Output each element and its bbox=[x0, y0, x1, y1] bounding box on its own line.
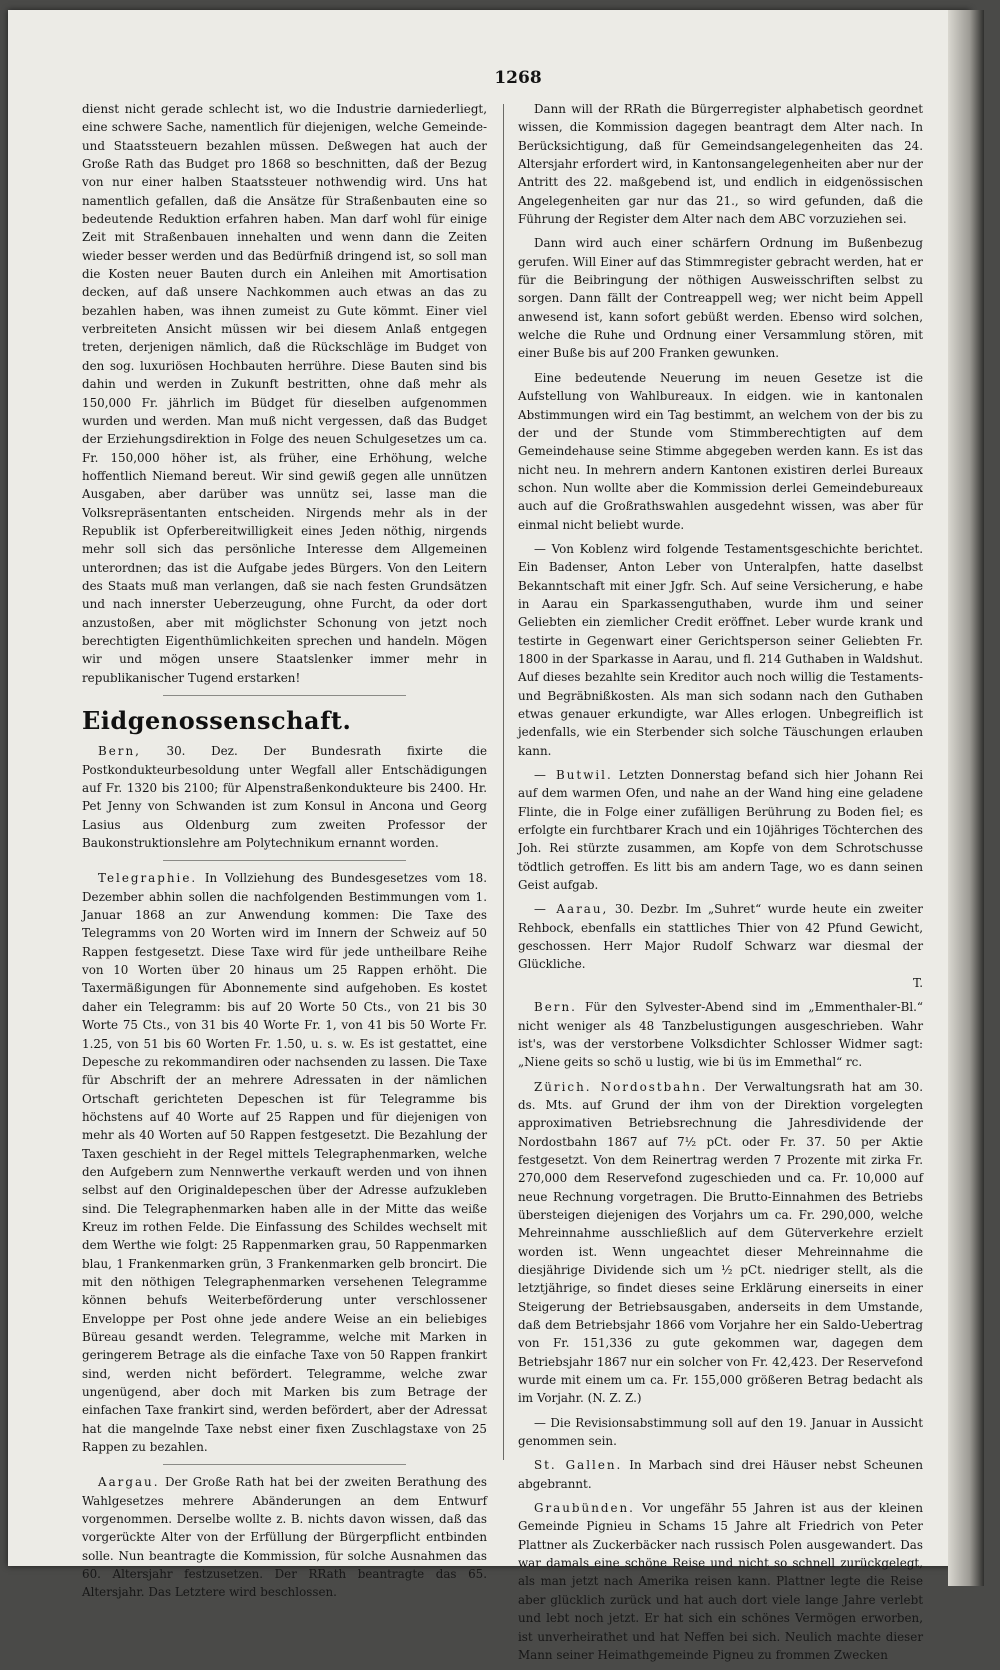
right-column bbox=[518, 100, 923, 1670]
article-bern-sylvester-text: Für den Sylvester-Abend sind im „Emmenthaler-Bl.“ nicht weniger als 48 Tanzbelustigungen ausgeschrieben. Wahr ist's, was der verstorbene Volksdichter Schlosser Widmer sagt: „Niene geits so schö u lustig, wie bi üs im Emmethal“ rc. bbox=[518, 1000, 923, 1070]
article-stgallen bbox=[518, 1456, 923, 1493]
dateline-aargau: Aargau. bbox=[98, 1475, 160, 1490]
author-initial: T. bbox=[913, 975, 923, 990]
article-telegraphie-text: In Vollziehung des Bundesgesetzes vom 18. Dezember abhin sollen die nachfolgenden Bestimmungen vom 1. Januar 1868 an zur Anwendung kommen: Die Taxe des Telegramms von 20 Worten wird im Innern der Schweiz auf 50 Rappen festgesetzt. Diese Taxe wird für jede untheilbare Reihe von 10 Worten über 20 hinaus um 25 Rappen erhöht. Die Taxermäßigungen für Abonnemente sind aufgehoben. Es kostet daher ein Telegramm: bis auf 20 Worte 50 Cts., von 21 bis 30 Worte 75 Cts., von 31 bis 40 Worte Fr. 1, von 41 bis 50 Worte Fr. 1.25, von 51 bis 60 Worten Fr. 1.50, u. s. w. Es ist gestattet, eine Depesche zu rekommandiren oder nachsenden zu lassen. Die Taxe für Abschrift der an mehrere Adressaten in der nämlichen Ortschaft gerichteten Depeschen ist für Telegramme bis höchstens auf 40 Worte auf 25 Rappen und für diejenigen von mehr als 40 Worten auf 50 Rappen festgesetzt. Die Bezahlung der Taxen geschieht in der Regel mittels Telegraphenmarken, welche den Aufgebern zum Nennwerthe verkauft werden und von ihnen selbst auf den Originaldepeschen über der Adresse aufzukleben sind. Die Telegraphenmarken haben alle in der Mitte das weiße Kreuz im rothen Felde. Die Einfassung des Schildes wechselt mit dem Werthe wie folgt: 25 Rappenmarken grau, 50 Rappenmarken blau, 1 Frankenmarken grün, 3 Frankenmarken gelb broncirt. Die mit den nöthigen Telegraphenmarken versehenen Telegramme können behufs Weiterbeförderung unter verschlossener Enveloppe per Post ohne jede andere Weise an ein beliebiges Büreau gesandt werden. Telegramme, welche mit Marken in geringerem Betrage als die einfache Taxe von 50 Rappen frankirt sind, werden nicht befördert. Telegramme, welche zwar ungenügend, aber doch mit Marken bis zum Betrage der einfachen Taxe frankirt sind, werden befördert, aber der Adressat hat die mangelnde Taxe nebst einer fixen Zuschlagstaxe von 25 Rappen zu bezahlen. bbox=[82, 871, 487, 1455]
article-aargau-continued-3: Eine bedeutende Neuerung im neuen Gesetze ist die Aufstellung von Wahlbureaux. In eidgen. wie in kantonalen Abstimmungen wird ein Tag bestimmt, an welchem von der bis zu der und der Stunde vom Stimmberechtigten auf dem Gemeindehause seine Stimme abgegeben werden kann. Es ist das nicht neu. In mehrern andern Kantonen existiren derlei Bureaux schon. Nun wollte aber die Kommission derlei Gemeindebureaux auch auf die Großrathswahlen ausgedehnt wissen, was aber für einmal nicht beliebt wurde. bbox=[518, 370, 923, 532]
article-bern-text: 30. Dez. Der Bundesrath fixirte die Postkondukteurbesoldung unter Wegfall aller Entschädigungen auf Fr. 1320 bis 2100; für Alpenstraßenkondukteure bis 2400. Hr. Pet Jenny von Schwanden ist zum Konsul in Ancona und Georg Lasius aus Oldenburg zum zweiten Professor der Baukonstruktionslehre am Polytechnikum ernannt worden. bbox=[82, 744, 487, 851]
dateline-aarau: — Aarau, bbox=[534, 902, 609, 917]
dateline-zuerich: Zürich. Nordostbahn. bbox=[534, 1079, 708, 1094]
book-binding-edge bbox=[948, 10, 984, 1586]
article-divider bbox=[163, 1464, 406, 1465]
article-butwil bbox=[518, 766, 923, 894]
dateline-telegraphie: Telegraphie. bbox=[98, 871, 198, 886]
article-revision: — Die Revisionsabstimmung soll auf den 19. Januar in Aussicht genommen sein. bbox=[518, 1415, 923, 1449]
newspaper-page bbox=[8, 10, 970, 1662]
article-divider bbox=[163, 860, 406, 861]
article-aargau bbox=[82, 1473, 487, 1601]
article-budget-text: dienst nicht gerade schlecht ist, wo die Industrie darniederliegt, eine schwere Sache, namentlich für diejenigen, welche Gemeinde- und Staatssteuern bezahlen müssen. Deßwegen hat auch der Große Rath das Budget pro 1868 so beschnitten, daß der Bezug von nur einer halben Staatssteuer nothwendig wird. Uns hat namentlich gefallen, daß die Ansätze für Straßenbauten eine so bedeutende Reduktion erfahren haben. Man darf wohl für einige Zeit mit Straßenbauen innehalten und wenn dann die Zeiten wieder besser werden und das Bedürfniß dringend ist, so soll man die Kosten neuer Bauten durch ein Anleihen mit Amortisation decken, auf daß unsere Nachkommen auch etwas an das zu bezahlen haben, was ihnen zumeist zu Gute kömmt. Einer viel verbreiteten Ansicht müssen wir bei diesem Anlaß entgegen treten, derjenigen nämlich, daß die Rückschläge im Budget von den sog. luxuriösen Hochbauten herrühre. Diese Bauten sind bis dahin und werden in Zukunft bestritten, ohne daß mehr als 150,000 Fr. jährlich im Büdget für dieselben aufgenommen wurden und werden. Man muß nicht vergessen, daß das Budget der Erziehungsdirektion in Folge des neuen Schulgesetzes um ca. Fr. 150,000 höher ist, als früher, eine Erhöhung, welche hoffentlich Niemand bereut. Wir sind gewiß gegen alle unnützen Ausgaben, aber darüber was unnütz sei, lasse man die Volksrepräsentanten entscheiden. Nirgends mehr als in der Republik ist Opferbereitwilligkeit eines Jeden nöthig, nirgends mehr soll sich das persönliche Interesse dem Allgemeinen unterordnen; das ist die Aufgabe jedes Bürgers. Von den Leitern des Staats muß man verlangen, daß sie nach festen Grundsätzen und nach innerster Ueberzeugung, ohne Furcht, da oder dort anzustoßen, aber mit möglichster Schonung von jetzt noch berechtigten Eigenthümlichkeiten sprechen und handeln. Mögen wir und mögen unsere Staatslenker immer mehr in republikanischer Tugend erstarken! bbox=[82, 102, 487, 685]
article-graubuenden bbox=[518, 1499, 923, 1664]
dateline-bern-2: Bern. bbox=[534, 1000, 577, 1015]
article-zuerich-text: Der Verwaltungsrath hat am 30. ds. Mts. auf Grund der ihm von der Direktion vorgelegten approximativen Betriebsrechnung die Jahresdividende der Nordostbahn 1867 auf 7½ pCt. oder Fr. 37. 50 per Aktie festgesetzt. Von dem Reinertrag werden 7 Prozente mit zirka Fr. 270,000 dem Reservefond zugeschieden und ca. Fr. 10,000 auf neue Rechnung vorgetragen. Die Brutto-Einnahmen des Betriebs übersteigen diejenigen des Vorjahrs um ca. Fr. 290,000, welche Mehreinnahme ausschließlich auf dem Güterverkehre erzielt worden ist. Wenn ungeachtet dieser Mehreinnahme die diesjährige Dividende sich um ½ pCt. niedriger stellt, als die letztjährige, so findet dieses seine Erklärung einerseits in einer Steigerung der Betriebsausgaben, anderseits in dem Umstande, daß dem Betriebsjahr 1866 vom Vorjahre her ein Saldo-Uebertrag von Fr. 151,336 zu gute gekommen war, dagegen dem Betriebsjahr 1867 nur ein solcher von Fr. 42,423. Der Reservefond wurde mit einem um ca. Fr. 155,000 größeren Betrag bedacht als im Vorjahr. (N. Z. Z.) bbox=[518, 1079, 923, 1406]
article-butwil-text: Letzten Donnerstag befand sich hier Johann Rei auf dem warmen Ofen, und nahe an der Wand hing eine geladene Flinte, die in Folge einer zufälligen Berührung zu Boden fiel; es erfolgte ein furchtbarer Krach und ein 10jähriges Töchterchen des Joh. Rei stürzte zusammen, am Kopfe von dem Schrotschusse tödtlich getroffen. Es litt bis am andern Tage, wo es dann seinen Geist aufgab. bbox=[518, 768, 923, 893]
dateline-stgallen: St. Gallen. bbox=[534, 1458, 623, 1473]
dateline-bern: Bern, bbox=[98, 744, 141, 759]
section-heading-eidgenossenschaft: Eidgenossenschaft. bbox=[82, 706, 352, 735]
dateline-graubuenden: Graubünden. bbox=[534, 1501, 635, 1516]
dateline-butwil: — Butwil. bbox=[534, 768, 613, 783]
article-aargau-continued-2: Dann wird auch einer schärfern Ordnung im Bußenbezug gerufen. Will Einer auf das Stimmregister gebracht werden, hat er für die Beibringung der nöthigen Ausweisschriften selbst zu sorgen. Dann fällt der Contreappell weg; wer nicht beim Appell anwesend ist, kann sofort gebüßt werden. Ebenso wird solchen, welche die Ruhe und Ordnung einer Versammlung stören, mit einer Buße bis auf 200 Franken gewunken. bbox=[518, 236, 923, 361]
article-zuerich bbox=[518, 1078, 923, 1408]
column-rule bbox=[503, 104, 504, 1460]
article-aarau bbox=[518, 900, 923, 973]
article-stgallen-text: In Marbach sind drei Häuser nebst Scheunen abgebrannt. bbox=[518, 1458, 923, 1491]
article-aargau-text: Der Große Rath hat bei der zweiten Berathung des Wahlgesetzes mehrere Abänderungen an dem Entwurf vorgenommen. Derselbe wollte z. B. nichts davon wissen, daß das vorgerückte Alter von der Erfüllung der Bürgerpflicht entbinden solle. Nun beantragte die Kommission, für solche Ausnahmen das 60. Altersjahr festzusetzen. Der RRath beantragte das 65. Altersjahr. Das Letztere wird beschlossen. bbox=[82, 1475, 487, 1600]
article-bern bbox=[82, 742, 487, 852]
article-telegraphie bbox=[82, 869, 487, 1456]
article-bern-sylvester bbox=[518, 998, 923, 1071]
article-graubuenden-text: Vor ungefähr 55 Jahren ist aus der kleinen Gemeinde Pignieu in Schams 15 Jahre alt Friedrich von Peter Plattner als Zuckerbäcker nach russisch Polen ausgewandert. Das war damals eine schöne Reise und nicht so schnell zurückgelegt, als man jetzt nach Amerika reisen kann. Plattner legte die Reise aber glücklich zurück und hat auch dort viele lange Jahre verlebt und lebt noch jetzt. Er hat sich ein schönes Vermögen erworben, ist unverheirathet und hat Neffen bei sich. Neulich machte dieser Mann seiner Heimathgemeinde Pigneu zu frommen Zwecken bbox=[518, 1501, 923, 1662]
article-aarau-text: 30. Dezbr. Im „Suhret“ wurde heute ein zweiter Rehbock, ebenfalls ein stattliches Thier von 42 Pfund Gewicht, geschossen. Herr Major Rudolf Schwarz war diesmal der Glückliche. bbox=[518, 902, 923, 972]
article-koblenz: — Von Koblenz wird folgende Testamentsgeschichte berichtet. Ein Badenser, Anton Leber von Unteralpfen, hatte daselbst Bekanntschaft mit einer Jgfr. Sch. Auf seine Versicherung, e habe in Aarau ein Sparkassenguthaben, wurde ihm und seiner Geliebten ein ziemlicher Credit eröffnet. Leber wurde krank und testirte in Gegenwart einer Gerichtsperson seiner Geliebten Fr. 1800 in der Sparkasse in Aarau, und fl. 214 Guthaben in Waldshut. Auf dieses bezahlte sein Kreditor auch noch willig die Testaments- und Begräbnißkosten. Als man sich sodann nach den Guthaben etwas genauer erkundigte, war Alles erlogen. Unbegreiflich ist jedenfalls, wie ein Sterbender sich solche Täuschungen erlauben kann. bbox=[518, 541, 923, 758]
page-number: 1268 bbox=[494, 68, 542, 88]
section-divider bbox=[163, 695, 406, 696]
left-column bbox=[82, 100, 487, 1608]
article-aargau-continued-1: Dann will der RRath die Bürgerregister alphabetisch geordnet wissen, die Kommission dagegen beantragt dem Alter nach. In Berücksichtigung, daß für Gemeindsangelegenheiten das 24. Altersjahr erfordert wird, in Kantonsangelegenheiten aber nur der Antritt des 22. maßgebend ist, und endlich in eidgenössischen Angelegenheiten gar nur das 21., so wird gefunden, daß die Führung der Register dem Alter nach dem ABC vorzuziehen sei. bbox=[518, 102, 923, 227]
